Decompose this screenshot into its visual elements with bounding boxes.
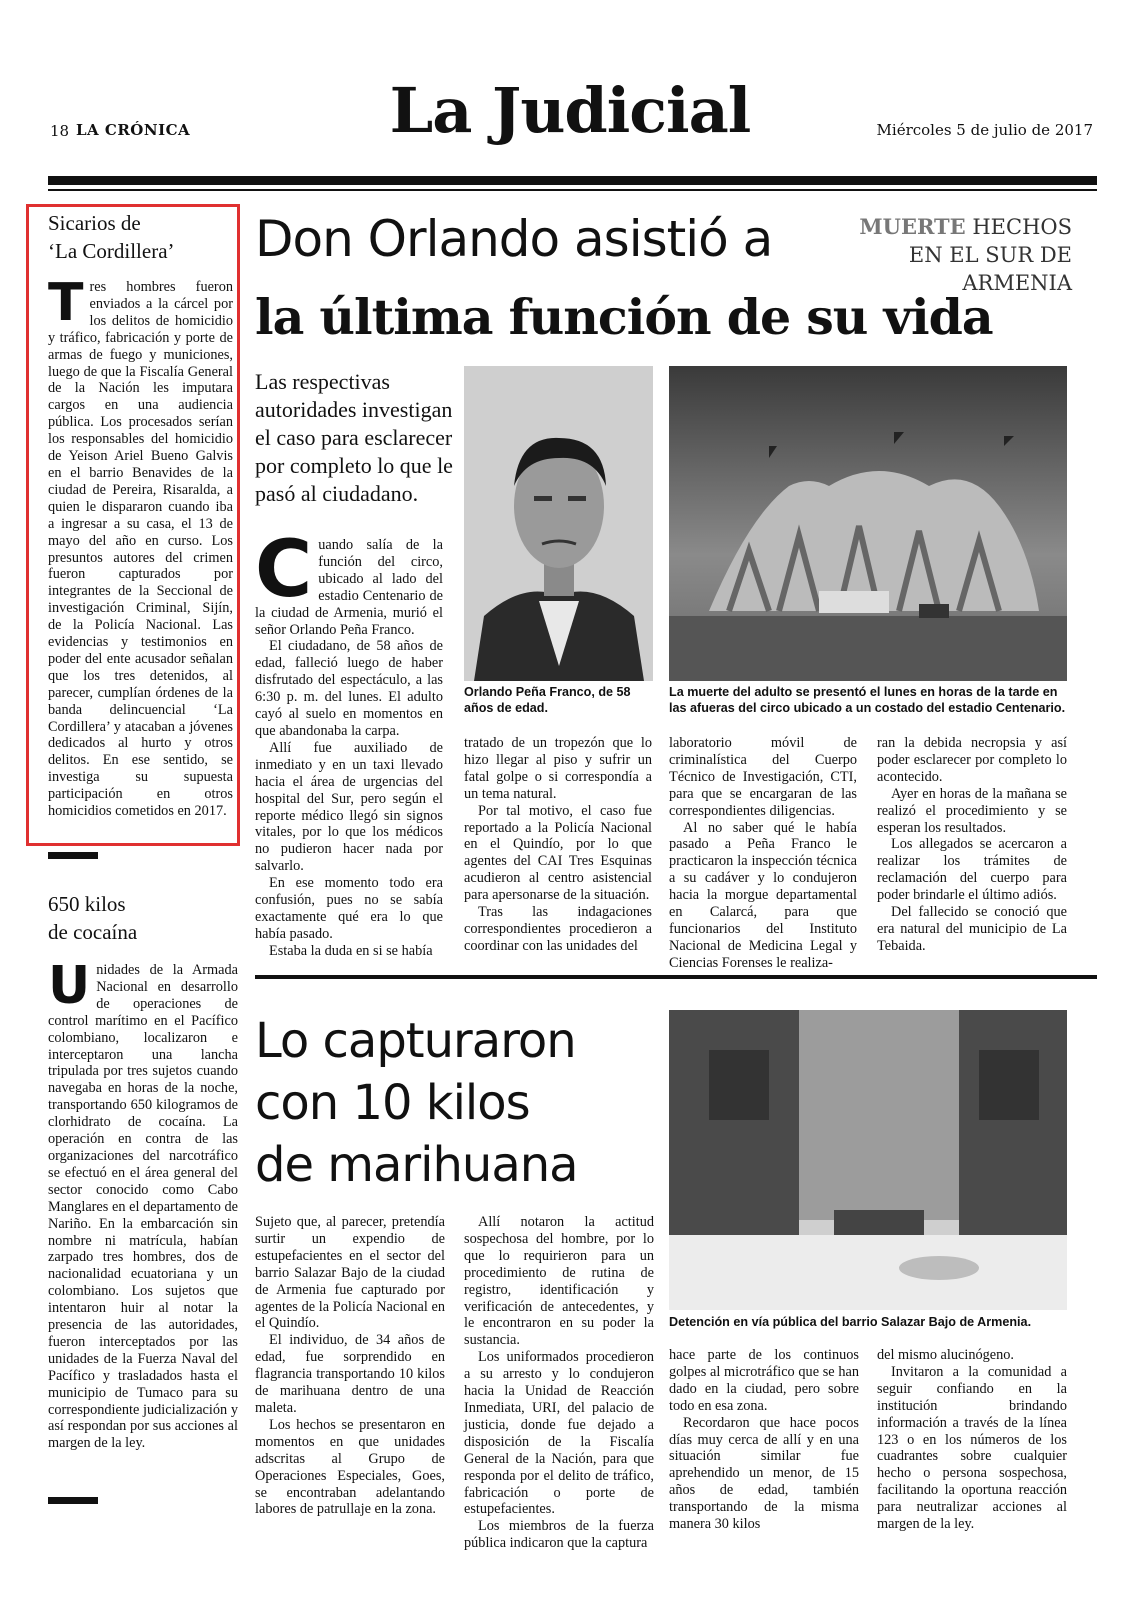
drop-cap: U: [48, 956, 91, 1016]
portrait-photo: [464, 366, 653, 681]
story-divider: [255, 975, 1097, 979]
arrest-caption: Detención en vía pública del barrio Salazar Bajo de Armenia.: [669, 1315, 1032, 1329]
deck: Las respectivas autoridades investigan el caso para esclarecer por completo lo que le pasó al ciudadano.: [255, 369, 453, 506]
main-story-col-3: laboratorio móvil de criminalística del Cuerpo Técnico de Investigación, CTI, para que se encargaran de las correspondientes diligencias. Al no saber qué le había pasado a Peña Franco le practicaron la inspección técnica a su cadáver y lo condujeron hacia la morgue departamental en Calarcá, para que funcionarios del Instituto Nacional de Medicina Legal y Ciencias Forenses le realiza-: [669, 735, 857, 971]
circus-photo: [669, 366, 1067, 681]
arrest-photo: [669, 1010, 1067, 1310]
header-rule-thin: [48, 189, 1097, 191]
section-title: La Judicial: [389, 74, 751, 147]
main-story-col-4: ran la debida necropsia y así poder esclarecer por completo lo acontecido. Ayer en horas de la mañana se realizó el procedimiento y se esperan los resultados. Los allegados se acercaron a realizar los trámites de reclamación del cuerpo para poder brindarle el último adiós. Del fallecido se conoció que era natural del municipio de La Tebaida.: [877, 735, 1067, 954]
headline-line-2: la última función de su vida: [255, 288, 993, 346]
portrait-caption: Orlando Peña Franco, de 58 años de edad.: [464, 685, 631, 715]
second-story-col-2: Allí notaron la actitud sospechosa del hombre, por lo que lo requirieron para un procedimiento de rutina de registro, identificación y verificación de antecedentes, y le encontraron en su poder la sustancia. Los uniformados procedieron a su arresto y lo condujeron hacia la Unidad de Reacción Inmediata, URI, del palacio de justicia, donde fue dejado a disposición de la Fiscalía General de la Nación, para que responda por el delito de tráfico, fabricación o porte de estupefacientes. Los miembros de la fuerza pública indicaron que la captura: [464, 1214, 654, 1552]
second-story-col-4: del mismo alucinógeno. Invitaron a la comunidad a seguir confiando en la institución brindando información a través de la línea 123 o en los números de los cuadrantes sobre cualquier hecho o persona sospechosa, facilitando la oportuna reacción para neutralizar acciones al margen de la ley.: [877, 1347, 1067, 1533]
circus-caption: La muerte del adulto se presentó el lunes en horas de la tarde en las afueras del circo ubicado a un costado del estadio Centenario.: [669, 685, 1066, 715]
second-headline: Lo capturaron con 10 kilos de marihuana: [255, 1013, 578, 1193]
issue-date: Miércoles 5 de julio de 2017: [876, 121, 1093, 139]
header-rule-thick: [48, 176, 1097, 185]
second-story-col-3: hace parte de los continuos golpes al microtráfico que se han dado en la ciudad, pero sobre todo en esa zona. Recordaron que hace pocos días muy cerca de allí y en una situación similar fue aprehendido un menor, de 15 años de edad, también transportando de la misma manera 30 kilos: [669, 1347, 859, 1533]
main-story-col-1: Cuando salía de la función del circo, ubicado al lado del estadio Centenario de la ciudad de Armenia, murió el señor Orlando Peña Franco. El ciudadano, de 58 años de edad, falleció luego de haber disfrutado del espectáculo, a las 6:30 p. m. del lunes. El adulto cayó al suelo en momentos en que abandonaba la carpa. Allí fue auxiliado de inmediato y en un taxi llevado hacia el área de urgencias del hospital del Sur, pero según el reporte médico llegó sin signos vitales, por lo que los médicos no pudieron hacer nada por salvarlo. En ese momento todo era confusión, pues no se sabía exactamente qué era lo que había pasado. Estaba la duda en si se había: [255, 525, 443, 959]
main-story-col-2: tratado de un tropezón que lo hizo llegar al piso y sufrir un fatal golpe o si correspondía a un tema natural. Por tal motivo, el caso fue reportado a la Policía Nacional en el Quindío, por lo que agentes del CAI Tres Esquinas acudieron al centro asistencial para apersonarse de la situación. Tras las indagaciones correspondientes procedieron a coordinar con las unidades del: [464, 735, 652, 954]
sidebar-story-cocaina: [48, 890, 238, 1452]
kicker: MUERTE HECHOS EN EL SUR DE ARMENIA: [859, 214, 1072, 295]
sidebar-divider: [48, 852, 98, 859]
sidebar-headline: 650 kilos de cocaína: [48, 892, 138, 944]
drop-cap: T: [48, 273, 84, 333]
sidebar-story-sicarios: [48, 209, 233, 820]
drop-cap: C: [255, 525, 313, 615]
sidebar-divider: [48, 1497, 98, 1504]
sidebar-body: T res hombres fueron enviados a la cárcel por los delitos de homicidio y tráfico, fabricación y porte de armas de fuego y municiones, luego de que la Fiscalía General de la Nación les imputara cargos en una audiencia pública. Los procesados serían los responsables del homicidio de Yeison Ariel Bueno Galvis en el barrio Benavides de la ciudad de Pereira, Risaralda, a quien le dispararon cuando iba a ingresar a su casa, el 13 de mayo del año en curso. Los presuntos autores del crimen fueron capturados por integrantes de la Seccional de investigación Criminal, Sijín, de la Policía Nacional. Las evidencias y testimonios en poder del ente acusador señalan que los tres detenidos, al parecer, cumplían órdenes de la banda delincuencial ‘La Cordillera’ y atacaban a jóvenes dedicados al hurto y otros delitos. En ese sentido, se investiga su supuesta participación en otros homicidios cometidos en 2017.: [48, 273, 233, 820]
second-story-col-1: Sujeto que, al parecer, pretendía surtir un expendio de estupefacientes en el sector del barrio Salazar Bajo de la ciudad de Armenia fue capturado por agentes de la Policía Nacional en el Quindío. El individuo, de 34 años de edad, fue sorprendido en flagrancia transportando 10 kilos de marihuana dentro de una maleta. Los hechos se presentaron en momentos en que unidades adscritas al Grupo de Operaciones Especiales, Goes, se encontraban adelantando labores de patrullaje en la zona.: [255, 1214, 445, 1518]
sidebar-body: U nidades de la Armada Nacional en desarrollo de operaciones de control marítimo en el Pacífico colombiano, localizaron e interceptaron una lancha tripulada por tres sujetos cuando navegaba en horas de la noche, transportando 650 kilogramos de clorhidrato de cocaína. La operación en contra de las organizaciones del narcotráfico se efectuó en el área general del sector conocido como Cabo Manglares en el departamento de Nariño. En la embarcación sin nombre ni matrícula, habían zarpado tres hombres, dos de nacionalidad ecuatoriana y un colombiano. Los sujetos que intentaron huir al notar la presencia de las autoridades, fueron interceptados por las unidades de la Fuerza Naval del Pacífico y trasladados hasta el municipio de Tumaco para su correspondiente judicialización y así respondan por sus acciones al margen de la ley.: [48, 956, 238, 1452]
sidebar-headline: Sicarios de ‘La Cordillera’: [48, 211, 175, 263]
page-number: 18: [50, 122, 70, 140]
newspaper-name: LA CRÓNICA: [76, 121, 191, 139]
headline-line-1: Don Orlando asistió a: [255, 210, 773, 268]
